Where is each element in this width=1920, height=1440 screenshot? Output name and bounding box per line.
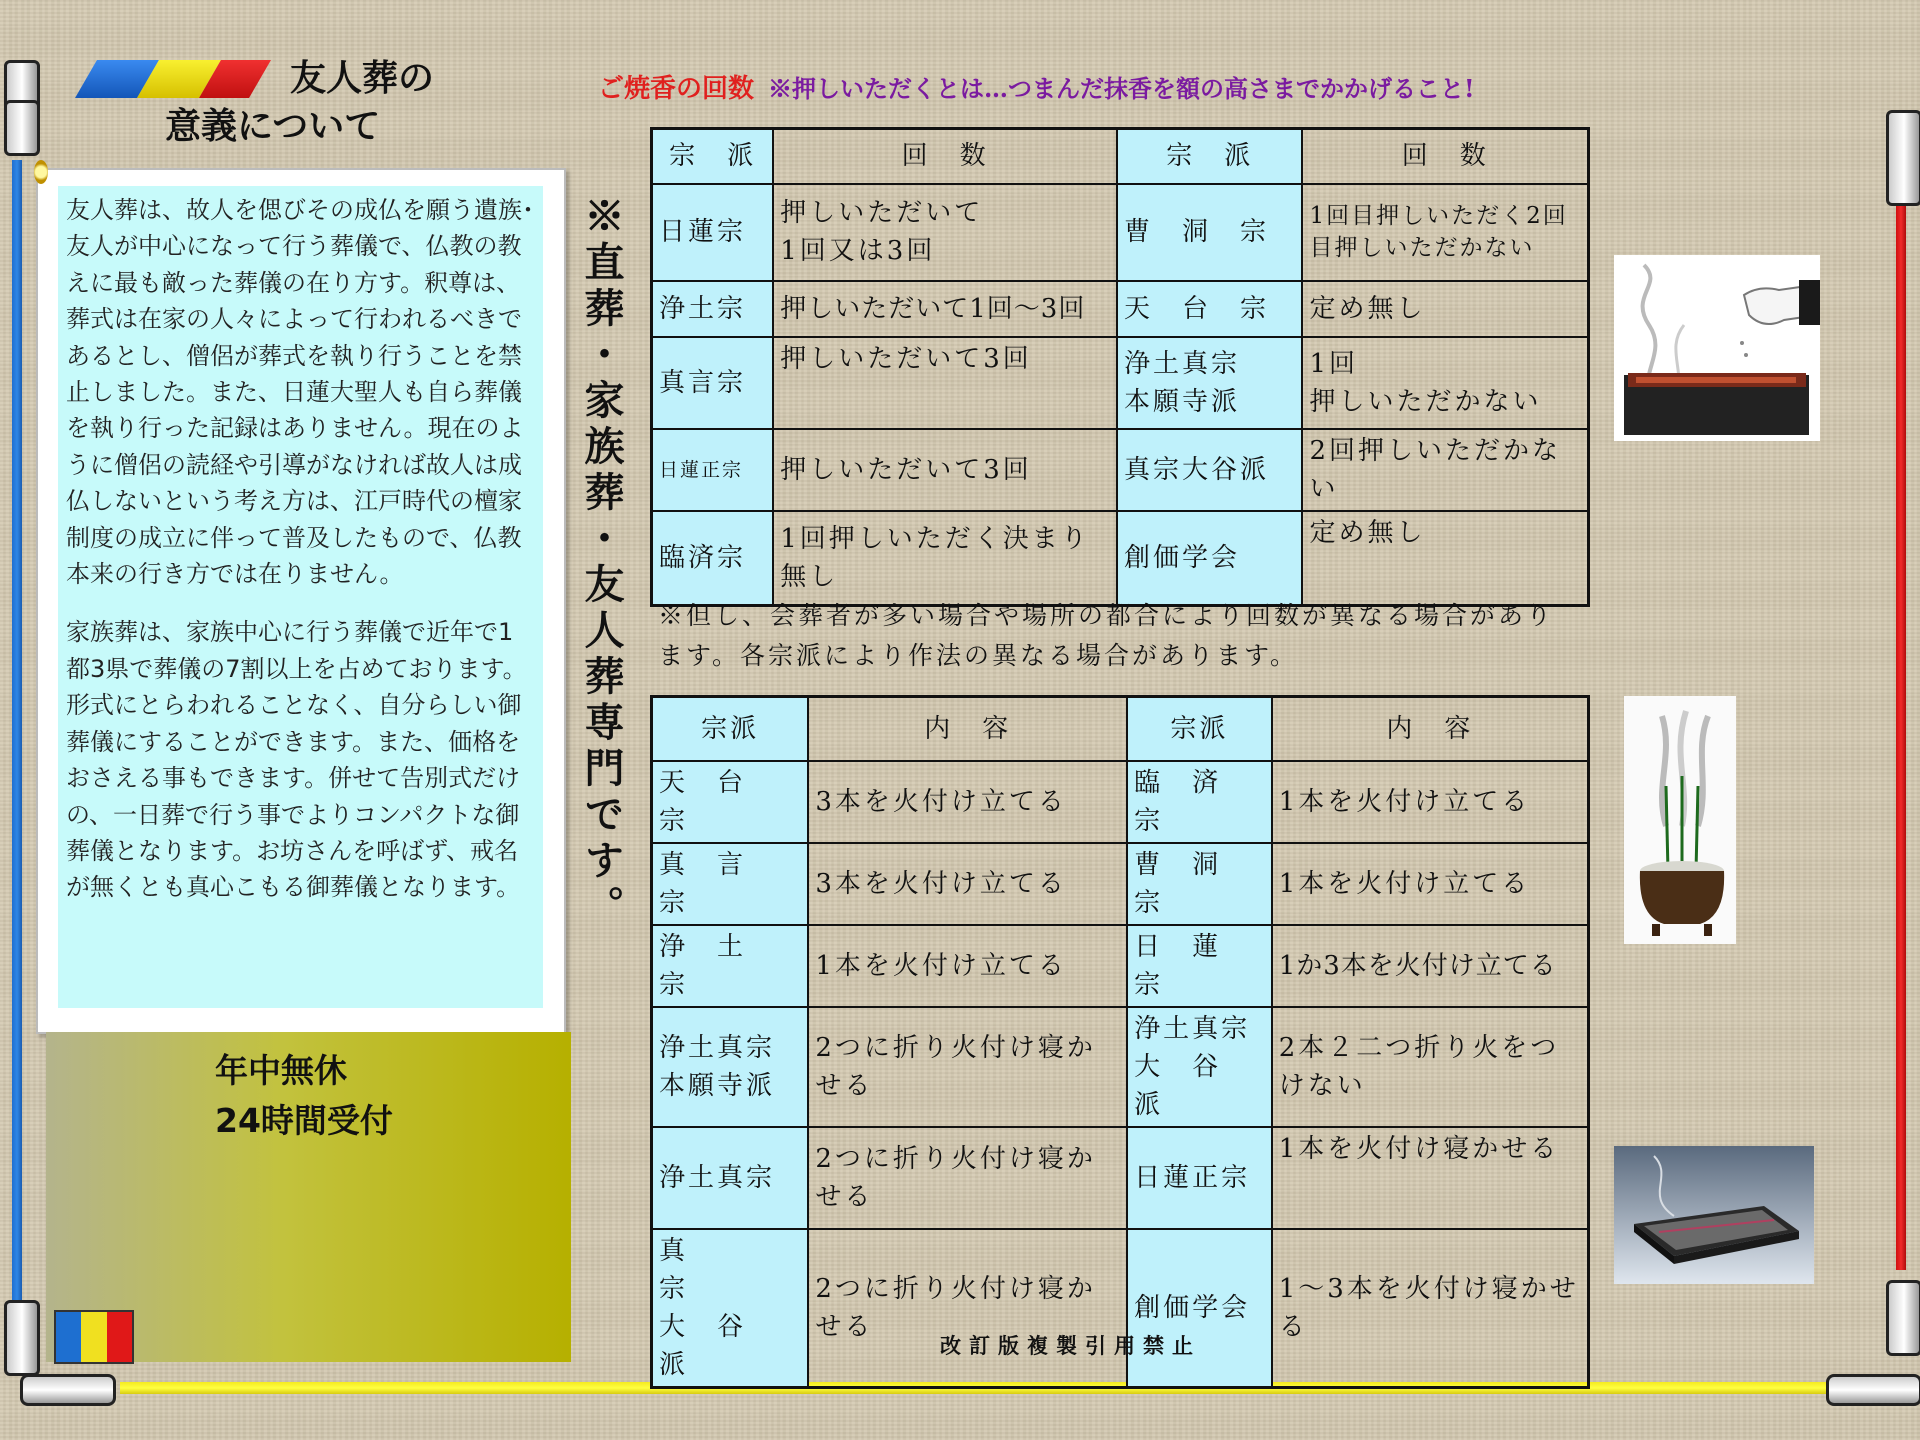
sect-cell: 日蓮宗	[652, 184, 774, 281]
count-cell: 2回押しいただかない	[1302, 429, 1588, 511]
right-frame-rail	[1896, 190, 1906, 1270]
content-cell: 3本を火付け立てる	[808, 761, 1127, 843]
count-cell: 押しいただいて3回	[773, 337, 1117, 429]
hours-line-2: 24時間受付	[215, 1101, 393, 1140]
sect-cell: 真 宗 大 谷 派	[652, 1229, 809, 1388]
count-cell: 押しいただいて3回	[773, 429, 1117, 511]
sect-cell: 浄土真宗	[652, 1127, 809, 1229]
sect-cell: 浄土宗	[652, 281, 774, 337]
page-title-line1: 友人葬の	[290, 57, 435, 99]
count-cell: 1回 押しいただかない	[1302, 337, 1588, 429]
content-cell: 2つに折り火付け寝かせる	[808, 1007, 1127, 1127]
sect-cell: 創価学会	[1127, 1229, 1272, 1388]
sect-cell: 浄土真宗 大 谷 派	[1127, 1007, 1272, 1127]
frame-clip-icon	[1886, 1280, 1920, 1356]
left-frame-rail	[12, 160, 22, 1320]
sect-cell: 創価学会	[1117, 511, 1302, 606]
count-cell: 定め無し	[1302, 511, 1588, 606]
sect-cell: 浄 土 宗	[652, 925, 809, 1007]
sect-cell: 浄土真宗 本願寺派	[1117, 337, 1302, 429]
content-cell: 1本を火付け立てる	[1272, 843, 1589, 925]
intro-paragraph-1: 友人葬は、故人を偲びその成仏を願う遺族･友人が中心になって行う葬儀で、仏教の教えに最も敵った葬儀の在り方す。釈尊は、葬式は在家の人々によって行われるべきであるとし、僧侶が葬式を執り行うことを禁止しました。また、日蓮大聖人も自ら葬儀を執り行った記録はありません。現在のように僧侶の読経や引導がなければ故人は成仏しないという考え方は、江戸時代の檀家制度の成立に伴って普及したもので、仏教本来の行き方では在りません。	[66, 196, 534, 589]
header-content: 内 容	[808, 697, 1127, 761]
incense-heading-note: ※押しいただくとは…つまんだ抹香を額の高さまでかかげること!	[768, 74, 1475, 103]
content-cell: 1本を火付け立てる	[1272, 761, 1589, 843]
content-cell: 3本を火付け立てる	[808, 843, 1127, 925]
sect-cell: 臨 済 宗	[1127, 761, 1272, 843]
page-title-line2: 意義について	[165, 105, 381, 147]
intro-paragraph-2: 家族葬は、家族中心に行う葬儀で近年で1都3県で葬儀の7割以上を占めております。形式にとらわれることなく、自分らしい御葬儀にすることができます。また、価格をおさえる事もできます。併せて告別式だけの、一日葬で行う事でよりコンパクトな御葬儀となります。お坊さんを呼ばず、戒名が無くとも真心こもる御葬儀となります。	[66, 618, 527, 902]
header-count: 回 数	[773, 129, 1117, 184]
count-cell: 1回押しいただく決まり無し	[773, 511, 1117, 606]
sect-cell: 臨済宗	[652, 511, 774, 606]
frame-clip-icon	[20, 1374, 116, 1406]
sect-cell: 天 台 宗	[1117, 281, 1302, 337]
sect-cell: 真言宗	[652, 337, 774, 429]
sect-cell: 日蓮正宗	[1127, 1127, 1272, 1229]
frame-clip-icon	[1886, 110, 1920, 206]
incense-heading	[598, 68, 1475, 105]
sect-cell: 曹 洞 宗	[1117, 184, 1302, 281]
header-sect: 宗派	[652, 697, 809, 761]
incense-stick-table	[650, 695, 1590, 1389]
content-cell: 2本２二つ折り火をつけない	[1272, 1007, 1589, 1127]
header-sect: 宗派	[1127, 697, 1272, 761]
header-count: 回 数	[1302, 129, 1588, 184]
content-cell: 1か3本を火付け立てる	[1272, 925, 1589, 1007]
header-sect: 宗 派	[652, 129, 774, 184]
header-content: 内 容	[1272, 697, 1589, 761]
count-cell: 押しいただいて1回〜3回	[773, 281, 1117, 337]
hours-line-1: 年中無休	[215, 1051, 347, 1090]
hours-text	[215, 1046, 393, 1146]
header-sect: 宗 派	[1117, 129, 1302, 184]
frame-clip-icon	[4, 1300, 40, 1376]
sect-cell: 日蓮正宗	[652, 429, 774, 511]
intro-note	[58, 186, 543, 1008]
count-cell: 定め無し	[1302, 281, 1588, 337]
content-cell: 1〜3本を火付け寝かせる	[1272, 1229, 1589, 1388]
caveat-text: ※但し、会葬者が多い場合や場所の都合により回数が異なる場合があります。各宗派により作法の異なる場合があります。	[658, 601, 1555, 670]
sect-cell: 日 蓮 宗	[1127, 925, 1272, 1007]
sect-cell: 真宗大谷派	[1117, 429, 1302, 511]
sect-cell: 真 言 宗	[652, 843, 809, 925]
vertical-note: ※直葬・家族葬・友人葬専門です。	[578, 195, 625, 931]
sect-cell: 天 台 宗	[652, 761, 809, 843]
count-cell: 押しいただいて 1回又は3回	[773, 184, 1117, 281]
count-cell: 1回目押しいただく2回目押しいただかない	[1302, 184, 1588, 281]
incense-sticks-image	[1624, 696, 1736, 944]
pin-icon	[34, 160, 48, 184]
content-cell: 2つに折り火付け寝かせる	[808, 1229, 1127, 1388]
content-cell: 2つに折り火付け寝かせる	[808, 1127, 1127, 1229]
sect-cell: 浄土真宗 本願寺派	[652, 1007, 809, 1127]
sect-cell: 曹 洞 宗	[1127, 843, 1272, 925]
incense-tray-image	[1614, 1146, 1814, 1284]
content-cell: 1本を火付け寝かせる	[1272, 1127, 1589, 1229]
incense-count-table	[650, 127, 1590, 607]
incense-burner-pinch-image	[1614, 255, 1820, 441]
frame-clip-icon	[1826, 1374, 1920, 1406]
content-cell: 1本を火付け立てる	[808, 925, 1127, 1007]
frame-clip-icon	[4, 100, 40, 156]
incense-heading-title: ご焼香の回数	[598, 74, 755, 104]
copyright-footer: 改訂版複製引用禁止	[940, 1333, 1201, 1358]
title-flag-logo	[78, 60, 268, 98]
tricolor-flag-icon	[54, 1310, 134, 1364]
